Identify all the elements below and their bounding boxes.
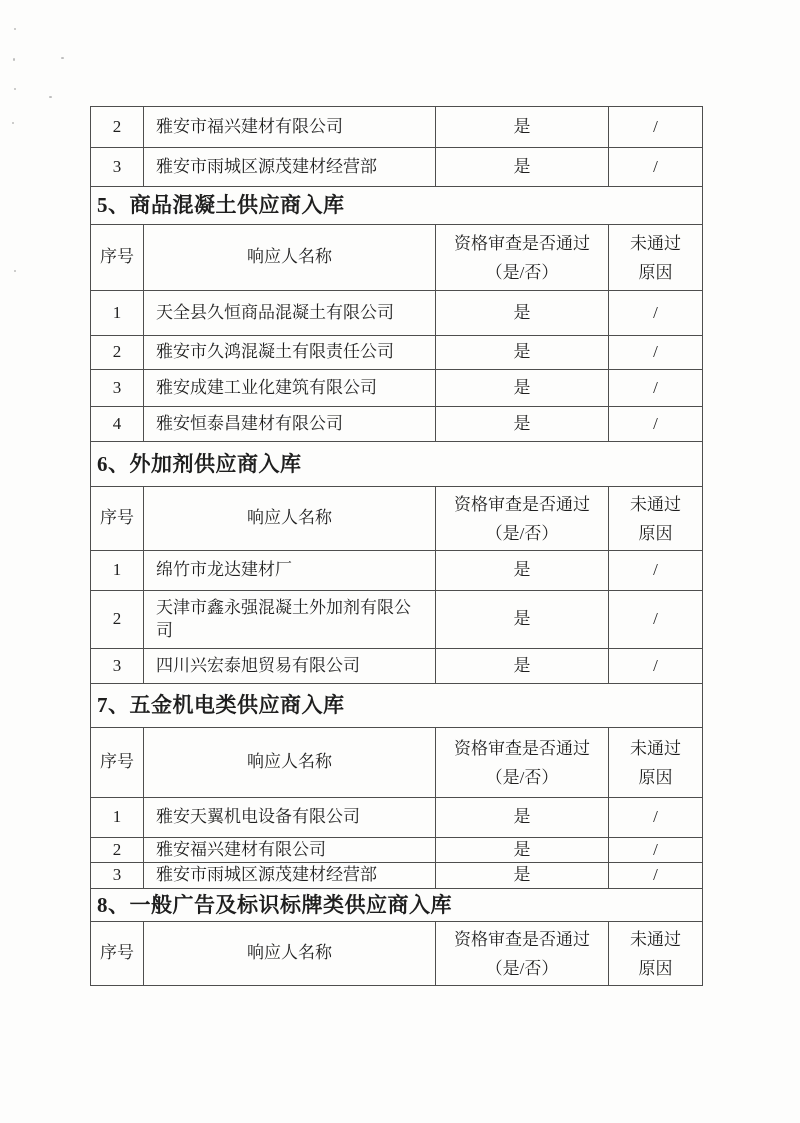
table-header-row: [91, 728, 703, 798]
name-cell: 四川兴宏泰旭贸易有限公司: [144, 649, 436, 684]
scan-speck: [14, 270, 16, 272]
pass-cell: 是: [436, 863, 609, 889]
fail-cell: /: [609, 798, 703, 838]
fail-cell: /: [609, 107, 703, 148]
header-fail-line1: 未通过: [630, 233, 681, 253]
section-title: 5、商品混凝土供应商入库: [91, 187, 703, 225]
scan-speck: [49, 96, 52, 98]
seq-cell: 1: [91, 551, 144, 591]
seq-cell: 2: [91, 107, 144, 148]
pass-cell: 是: [436, 107, 609, 148]
scan-speck: [61, 57, 64, 59]
header-fail-line2: 原因: [638, 262, 673, 282]
section-heading-row: [91, 187, 703, 225]
fail-cell: /: [609, 591, 703, 649]
name-cell: 雅安天翼机电设备有限公司: [144, 798, 436, 838]
header-name: 响应人名称: [144, 728, 436, 798]
name-cell: 雅安市雨城区源茂建材经营部: [144, 148, 436, 187]
header-seq: 序号: [91, 487, 144, 551]
header-pass-line1: 资格审查是否通过: [454, 738, 590, 758]
header-pass: [436, 728, 609, 798]
table-header-row: [91, 225, 703, 291]
header-fail: [609, 487, 703, 551]
seq-cell: 3: [91, 863, 144, 889]
header-fail-line2: 原因: [638, 767, 673, 787]
table-row: [91, 148, 703, 187]
pass-cell: 是: [436, 591, 609, 649]
section-heading-row: [91, 889, 703, 922]
header-name: 响应人名称: [144, 487, 436, 551]
header-fail-line2: 原因: [638, 523, 673, 543]
section-title: 6、外加剂供应商入库: [91, 442, 703, 487]
header-fail-line1: 未通过: [630, 929, 681, 949]
table-header-row: [91, 487, 703, 551]
name-cell: 雅安市雨城区源茂建材经营部: [144, 863, 436, 889]
fail-cell: /: [609, 291, 703, 336]
header-pass-line1: 资格审查是否通过: [454, 494, 590, 514]
name-cell: 天津市鑫永强混凝土外加剂有限公司: [144, 591, 436, 649]
seq-cell: 4: [91, 407, 144, 442]
name-cell: 绵竹市龙达建材厂: [144, 551, 436, 591]
table-row: [91, 551, 703, 591]
fail-cell: /: [609, 838, 703, 863]
table-row: [91, 107, 703, 148]
header-pass-line2: （是/否）: [485, 767, 559, 787]
pass-cell: 是: [436, 649, 609, 684]
header-fail: [609, 922, 703, 986]
fail-cell: /: [609, 551, 703, 591]
header-pass-line2: （是/否）: [485, 262, 559, 282]
section-title: 7、五金机电类供应商入库: [91, 684, 703, 728]
section-heading-row: [91, 684, 703, 728]
name-cell: 天全县久恒商品混凝土有限公司: [144, 291, 436, 336]
fail-cell: /: [609, 370, 703, 407]
seq-cell: 2: [91, 336, 144, 370]
table-row: [91, 336, 703, 370]
table-row: [91, 591, 703, 649]
header-pass-line1: 资格审查是否通过: [454, 233, 590, 253]
name-cell: 雅安成建工业化建筑有限公司: [144, 370, 436, 407]
pass-cell: 是: [436, 336, 609, 370]
table-row: [91, 863, 703, 889]
fail-cell: /: [609, 863, 703, 889]
fail-cell: /: [609, 336, 703, 370]
table-row: [91, 370, 703, 407]
table-row: [91, 291, 703, 336]
header-fail-line2: 原因: [638, 958, 673, 978]
table-row: [91, 838, 703, 863]
table-row: [91, 649, 703, 684]
seq-cell: 3: [91, 148, 144, 187]
section-heading-row: [91, 442, 703, 487]
section-title: 8、一般广告及标识标牌类供应商入库: [91, 889, 703, 922]
header-pass: [436, 487, 609, 551]
supplier-qualification-table: [90, 106, 703, 986]
pass-cell: 是: [436, 407, 609, 442]
seq-cell: 3: [91, 649, 144, 684]
header-fail: [609, 225, 703, 291]
header-name: 响应人名称: [144, 225, 436, 291]
scan-speck: [12, 122, 14, 124]
header-seq: 序号: [91, 728, 144, 798]
pass-cell: 是: [436, 370, 609, 407]
pass-cell: 是: [436, 148, 609, 187]
seq-cell: 3: [91, 370, 144, 407]
scan-speck: [13, 58, 15, 61]
fail-cell: /: [609, 148, 703, 187]
header-pass-line2: （是/否）: [485, 958, 559, 978]
pass-cell: 是: [436, 798, 609, 838]
header-name: 响应人名称: [144, 922, 436, 986]
header-fail: [609, 728, 703, 798]
name-cell: 雅安福兴建材有限公司: [144, 838, 436, 863]
table-row: [91, 407, 703, 442]
scan-speck: [14, 28, 16, 30]
header-pass-line2: （是/否）: [485, 523, 559, 543]
seq-cell: 1: [91, 798, 144, 838]
table-row: [91, 798, 703, 838]
header-fail-line1: 未通过: [630, 494, 681, 514]
header-seq: 序号: [91, 225, 144, 291]
pass-cell: 是: [436, 291, 609, 336]
seq-cell: 1: [91, 291, 144, 336]
seq-cell: 2: [91, 838, 144, 863]
header-pass: [436, 225, 609, 291]
name-cell: 雅安市久鸿混凝土有限责任公司: [144, 336, 436, 370]
seq-cell: 2: [91, 591, 144, 649]
header-seq: 序号: [91, 922, 144, 986]
name-cell: 雅安市福兴建材有限公司: [144, 107, 436, 148]
header-fail-line1: 未通过: [630, 738, 681, 758]
name-cell: 雅安恒泰昌建材有限公司: [144, 407, 436, 442]
table-header-row: [91, 922, 703, 986]
header-pass: [436, 922, 609, 986]
header-pass-line1: 资格审查是否通过: [454, 929, 590, 949]
pass-cell: 是: [436, 551, 609, 591]
pass-cell: 是: [436, 838, 609, 863]
fail-cell: /: [609, 407, 703, 442]
fail-cell: /: [609, 649, 703, 684]
scan-speck: [14, 88, 16, 90]
